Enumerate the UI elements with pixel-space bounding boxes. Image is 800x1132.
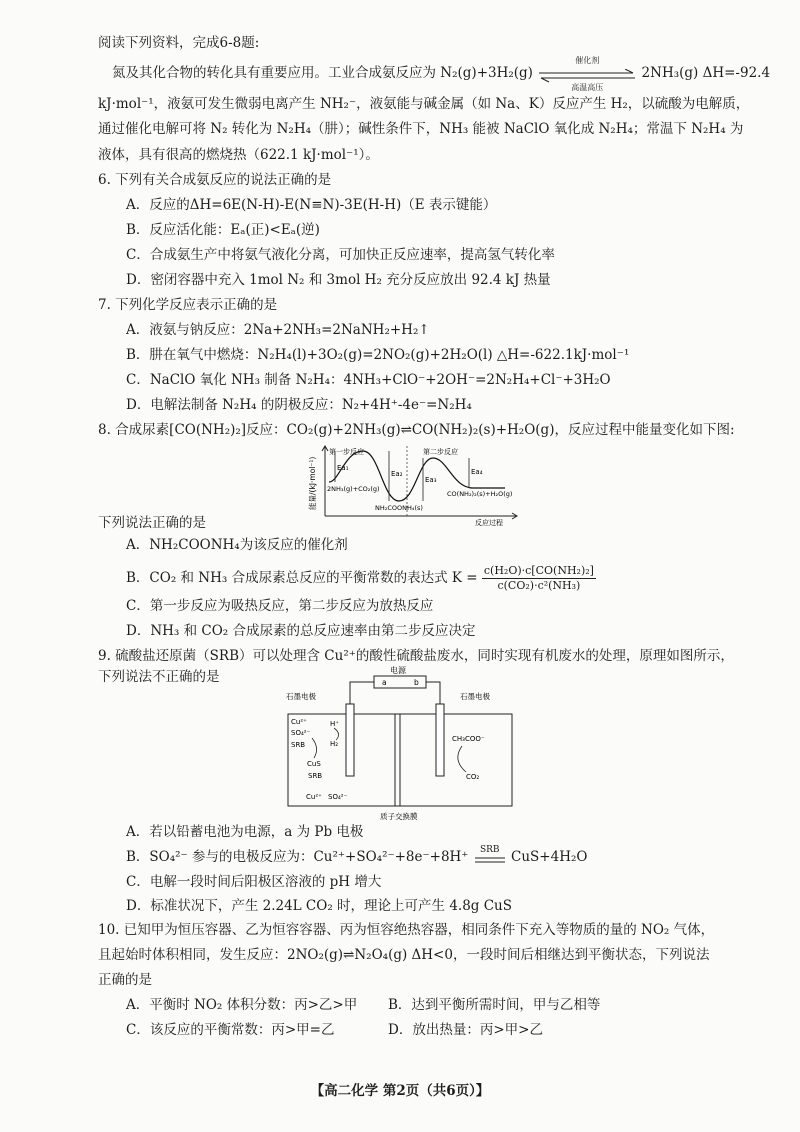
q10-stem-1: 10. 已知甲为恒压容器、乙为恒容容器、丙为恒容绝热容器，相同条件下充入等物质的量的 NO₂ 气体，	[98, 922, 715, 938]
cu-ion-top: Cu²⁺	[291, 718, 307, 726]
q9-stem-1: 9. 硫酸盐还原菌（SRB）可以处理含 Cu²⁺的酸性硫酸盐废水，同时实现有机废水的处理，原理如图所示，	[98, 648, 734, 664]
left-electrode-label: 石墨电极	[286, 692, 316, 701]
q7-option-a: A．液氨与钠反应：2Na+2NH₃=2NaNH₂+H₂↑	[126, 322, 430, 338]
q6-option-d: D．密闭容器中充入 1mol N₂ 和 3mol H₂ 充分反应放出 92.4 kJ 热量	[126, 272, 551, 288]
ea3-label: Ea₃	[425, 476, 437, 484]
fraction-numerator: c(H₂O)·c[CO(NH₂)₂]	[483, 564, 594, 577]
cu-ion-bottom: Cu²⁺	[306, 793, 322, 801]
material-line-2: kJ·mol⁻¹，液氨可发生微弱电离产生 NH₂⁻，液氨能与碱金属（如 Na、K）反应产生 H₂，以硫酸为电解质，	[98, 96, 750, 112]
q8-option-b-text: B．CO₂ 和 NH₃ 合成尿素总反应的平衡常数的表达式 K =	[126, 570, 478, 586]
q8-option-a: A．NH₂COONH₄为该反应的催化剂	[126, 537, 348, 553]
srb-bottom: SRB	[308, 772, 323, 780]
q10-option-c: C．该反应的平衡常数：丙>甲=乙	[126, 1022, 335, 1038]
equilibrium-arrows-icon	[537, 69, 637, 83]
hydrogen-arrow	[334, 728, 339, 740]
catalyst-label: 催化剂	[575, 55, 600, 65]
q8-option-d: D．NH₃ 和 CO₂ 合成尿素的总反应速率由第二步反应决定	[126, 623, 476, 639]
q8-prompt: 下列说法正确的是	[98, 515, 206, 531]
q6-option-a: A．反应的ΔH=6E(N-H)-E(N≡N)-3E(H-H)（E 表示键能）	[126, 197, 497, 213]
cus-label: CuS	[307, 760, 321, 768]
oxidation-arrow	[458, 746, 466, 772]
q6-option-c: C．合成氨生产中将氨气液化分离，可加快正反应速率，提高氢气转化率	[126, 247, 555, 263]
q10-option-d: D．放出热量：丙>甲>乙	[388, 1022, 543, 1038]
power-source-label: 电源	[390, 666, 406, 675]
diagram-ylabel: 能量/(kJ·mol⁻¹)	[308, 456, 317, 510]
condition-label: 高温高压	[571, 82, 604, 92]
q7-stem: 7. 下列化学反应表示正确的是	[98, 297, 278, 313]
terminal-b-label: b	[414, 678, 419, 687]
q10-stem-3: 正确的是	[98, 972, 152, 988]
q7-option-b: B．肼在氧气中燃烧：N₂H₄(l)+3O₂(g)=2NO₂(g)+2H₂O(l) △H=-622.1kJ·mol⁻¹	[126, 347, 630, 363]
step1-label: 第一步反应	[329, 448, 364, 456]
q8-stem: 8. 合成尿素[CO(NH₂)₂]反应：CO₂(g)+2NH₃(g)⇌CO(NH₂)₂(s)+H₂O(g)，反应过程中能量变化如下图:	[98, 422, 735, 438]
ea4-label: Ea₄	[471, 468, 483, 476]
q10-option-a: A．平衡时 NO₂ 体积分数：丙>乙>甲	[126, 997, 358, 1013]
q7-option-d: D．电解法制备 N₂H₄ 的阴极反应：N₂+4H⁺-4e⁻=N₂H₄	[126, 397, 472, 413]
start-state-label: 2NH₃(g)+CO₂(g)	[327, 485, 380, 493]
sulfate-top: SO₄²⁻	[291, 729, 311, 737]
q10-option-b: B．达到平衡所需时间，甲与乙相等	[388, 997, 601, 1013]
step2-label: 第二步反应	[423, 448, 458, 456]
right-wire	[426, 682, 440, 704]
intermediate-label: NH₂COONH₄(s)	[375, 504, 423, 512]
reversible-arrow	[537, 55, 637, 92]
ea1-label: Ea₁	[337, 464, 349, 472]
q9-option-b	[126, 844, 588, 867]
left-wire	[350, 682, 374, 704]
q10-stem-2: 且起始时体积相同，发生反应：2NO₂(g)⇌N₂O₄(g) ΔH<0，一段时间后相继达到平衡状态，下列说法	[98, 947, 710, 963]
q9-option-b-post: CuS+4H₂O	[511, 849, 588, 865]
material-line-4: 液体，具有很高的燃烧热（622.1 kJ·mol⁻¹）。	[98, 147, 379, 163]
right-electrode	[436, 704, 444, 776]
co2-label: CO₂	[466, 773, 480, 781]
equilibrium-constant-fraction	[482, 564, 596, 593]
page-footer: 【高二化学 第2页（共6页）】	[310, 1083, 490, 1099]
electrolysis-cell-diagram	[282, 664, 522, 824]
ea2-label: Ea₂	[391, 470, 403, 478]
left-electrode	[346, 704, 354, 776]
q9-option-d: D．标准状况下，产生 2.24L CO₂ 时，理论上可产生 4.8g CuS	[126, 898, 512, 914]
material-text-1a: 氮及其化合物的转化具有重要应用。工业合成氨反应为 N₂(g)+3H₂(g)	[112, 65, 533, 81]
q7-option-c: C．NaClO 氧化 NH₃ 制备 N₂H₄：4NH₃+ClO⁻+2OH⁻=2N₂H₄+Cl⁻+3H₂O	[126, 372, 611, 388]
srb-condition-label: SRB	[479, 844, 500, 855]
srb-top: SRB	[291, 741, 306, 749]
acetate-label: CH₃COO⁻	[452, 735, 485, 743]
equals-arrow-icon	[473, 856, 507, 864]
q8-option-b	[126, 564, 596, 593]
membrane-label: 质子交换膜	[380, 812, 418, 821]
q9-stem-2: 下列说法不正确的是	[98, 669, 220, 685]
q9-option-a: A．若以铅蓄电池为电源，a 为 Pb 电极	[126, 824, 364, 840]
material-line-3: 通过催化电解可将 N₂ 转化为 N₂H₄（肼）；碱性条件下，NH₃ 能被 NaClO 氧化成 N₂H₄；常温下 N₂H₄ 为	[98, 121, 744, 137]
diagram-xlabel: 反应过程	[475, 519, 503, 526]
q6-option-b: B．反应活化能：Eₐ(正)<Eₐ(逆)	[126, 222, 320, 238]
terminal-a-label: a	[382, 678, 387, 687]
material-line-1	[112, 55, 771, 92]
energy-profile-diagram	[305, 442, 525, 526]
reading-intro: 阅读下列资料，完成6-8题:	[98, 35, 260, 51]
hydrogen-label: H₂	[330, 740, 339, 748]
material-text-1b: 2NH₃(g) ΔH=-92.4	[641, 65, 771, 81]
proton-label: H⁺	[330, 720, 339, 728]
sulfate-bottom: SO₄²⁻	[328, 793, 348, 801]
right-electrode-label: 石墨电极	[460, 692, 490, 701]
q8-option-c: C．第一步反应为吸热反应，第二步反应为放热反应	[126, 598, 434, 614]
fraction-denominator: c(CO₂)·c²(NH₃)	[497, 579, 581, 592]
end-state-label: CO(NH₂)₂(s)+H₂O(g)	[447, 490, 513, 498]
q9-option-b-pre: B．SO₄²⁻ 参与的电极反应为：Cu²⁺+SO₄²⁻+8e⁻+8H⁺	[126, 849, 469, 865]
srb-condition	[473, 844, 507, 867]
q6-stem: 6. 下列有关合成氨反应的说法正确的是	[98, 172, 332, 188]
q9-option-c: C．电解一段时间后阳极区溶液的 pH 增大	[126, 874, 382, 890]
reduction-arrow	[312, 738, 317, 758]
